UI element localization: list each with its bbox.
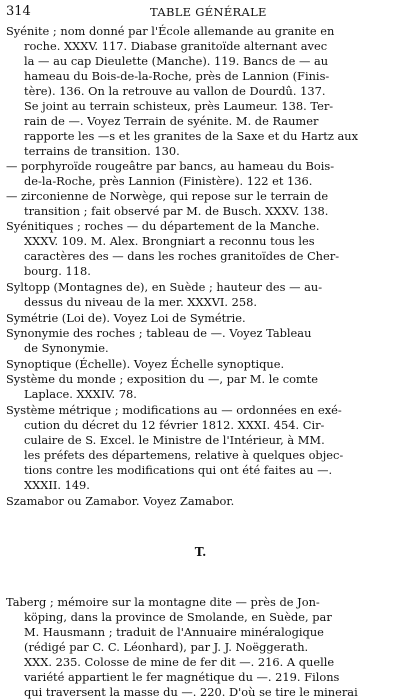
entry-line: Laplace. XXXIV. 78.: [24, 387, 137, 401]
entry-line: Syénitiques ; roches — du département de la Manche.: [6, 219, 320, 233]
entry-line: Syltopp (Montagnes de), en Suède ; hauteur des — au-: [6, 280, 323, 294]
entry-line: rapporte les —s et les granites de la Saxe et du Hartz aux: [24, 129, 359, 143]
entry-line: Se joint au terrain schisteux, près Laumeur. 138. Ter-: [24, 99, 334, 113]
entry-line: Synonymie des roches ; tableau de —. Voyez Tableau: [6, 326, 312, 340]
entry-line: — porphyroïde rougeâtre par bancs, au hameau du Bois-: [6, 159, 335, 173]
entry-line: de Synonymie.: [24, 341, 109, 355]
entry-line: Taberg ; mémoire sur la montagne dite — près de Jon-: [6, 595, 320, 609]
section-letter: T.: [194, 545, 207, 559]
entry-line: Système métrique ; modifications au — ordonnées en exé-: [6, 403, 342, 417]
entry-line: les préfets des départemens, relative à quelques objec-: [24, 448, 344, 462]
entry-line: rain de —. Voyez Terrain de syénite. M. de Raumer: [24, 114, 319, 128]
entry-line: Szamabor ou Zamabor. Voyez Zamabor.: [6, 494, 235, 508]
page-number: 314: [6, 4, 31, 19]
entry-line: cution du décret du 12 février 1812. XXXI. 454. Cir-: [24, 418, 325, 432]
entry-line: bourg. 118.: [24, 264, 91, 278]
entry-line: (rédigé par C. C. Léonhard), par J. J. Noëggerath.: [24, 640, 309, 654]
entry-line: Symétrie (Loi de). Voyez Loi de Symétrie.: [6, 311, 246, 325]
entry-line: caractères des — dans les roches granitoïdes de Cher-: [24, 249, 340, 263]
entry-line: dessus du niveau de la mer. XXXVI. 258.: [24, 295, 258, 309]
page-header: [6, 4, 398, 22]
entry-line: hameau du Bois-de-la-Roche, près de Lannion (Finis-: [24, 69, 330, 83]
entry-line: variété appartient le fer magnétique du —. 219. Filons: [24, 670, 340, 684]
running-title: TABLE GÉNÉRALE: [150, 5, 267, 19]
entry-line: XXXII. 149.: [24, 478, 90, 492]
entry-line: transition ; fait observé par M. de Busch. XXXV. 138.: [24, 204, 329, 218]
entry-line: Syénite ; nom donné par l'École allemande au granite en: [6, 24, 335, 38]
entry-line: qui traversent la masse du —. 220. D'où se tire le minerai: [24, 685, 358, 699]
entry-line: XXX. 235. Colosse de mine de fer dit —. 216. A quelle: [24, 655, 335, 669]
entry-line: Système du monde ; exposition du —, par M. le comte: [6, 372, 319, 386]
entry-line: — zirconienne de Norwège, qui repose sur le terrain de: [6, 189, 329, 203]
entry-line: M. Hausmann ; traduit de l'Annuaire minéralogique: [24, 625, 324, 639]
entry-line: köping, dans la province de Smolande, en Suède, par: [24, 610, 332, 624]
entry-line: culaire de S. Excel. le Ministre de l'Intérieur, à MM.: [24, 433, 325, 447]
entry-line: XXXV. 109. M. Alex. Brongniart a reconnu tous les: [24, 234, 315, 248]
entry-line: terrains de transition. 130.: [24, 144, 180, 158]
entry-line: la — au cap Dieulette (Manche). 119. Bancs de — au: [24, 54, 329, 68]
entry-line: Synoptique (Échelle). Voyez Échelle synoptique.: [6, 357, 285, 371]
entry-line: roche. XXXV. 117. Diabase granitoïde alternant avec: [24, 39, 328, 53]
entry-line: tions contre les modifications qui ont été faites au —.: [24, 463, 333, 477]
entry-line: tère). 136. On la retrouve au vallon de Dourdû. 137.: [24, 84, 326, 98]
entry-line: de-la-Roche, près Lannion (Finistère). 122 et 136.: [24, 174, 313, 188]
